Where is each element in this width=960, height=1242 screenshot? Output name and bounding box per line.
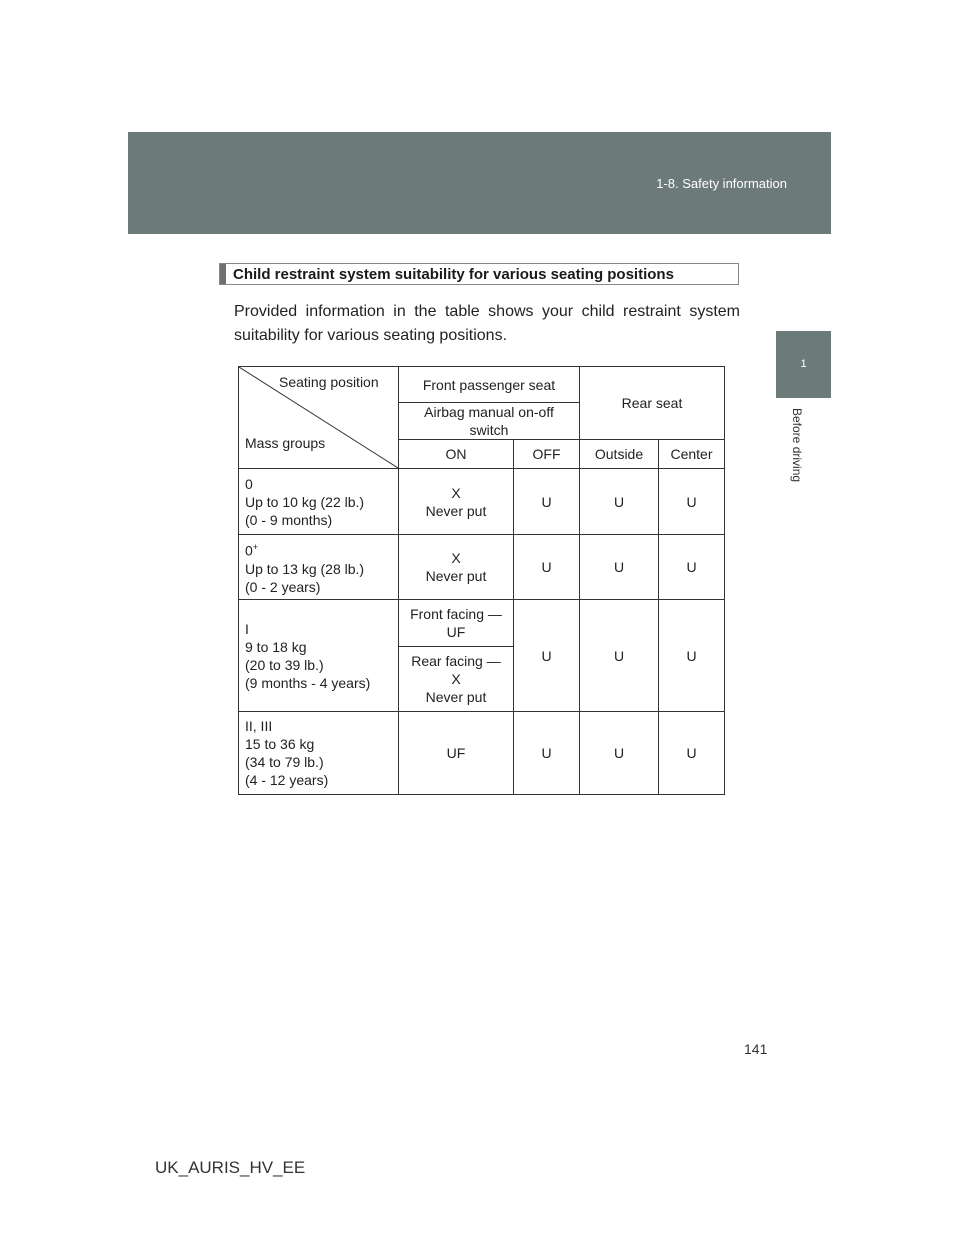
front-facing-value: UF: [446, 624, 466, 640]
mass-group-id: II, III: [245, 718, 273, 734]
mass-range: Up to 10 kg (22 lb.): [245, 493, 365, 510]
mass-range: Up to 13 kg (28 lb.): [245, 560, 365, 577]
front-passenger-seat-header: Front passenger seat: [399, 367, 580, 403]
mass-range-lb: (34 to 79 lb.): [245, 754, 324, 770]
front-on-value: X: [451, 550, 461, 566]
front-on-cell: UF: [399, 712, 514, 795]
airbag-switch-header: Airbag manual on-off switch: [399, 403, 580, 440]
age-range: (4 - 12 years): [245, 772, 329, 788]
mass-group-cell: [239, 469, 399, 535]
off-header: OFF: [514, 440, 580, 469]
center-cell: U: [659, 712, 725, 795]
mass-group-id: 0+: [245, 542, 259, 559]
suitability-table: [238, 366, 725, 795]
center-cell: U: [659, 600, 725, 712]
header-section-title: 1-8. Safety information: [656, 176, 787, 191]
center-cell: U: [659, 535, 725, 600]
seating-position-label: Seating position: [279, 374, 379, 390]
table-row: [239, 469, 725, 535]
header-band: [128, 132, 831, 234]
age-range: (0 - 9 months): [245, 511, 333, 528]
front-on-value: X: [451, 484, 461, 501]
center-cell: U: [659, 469, 725, 535]
chapter-number: 1: [800, 358, 807, 370]
mass-range-lb: (20 to 39 lb.): [245, 656, 324, 673]
mass-group-id: 0: [245, 475, 253, 492]
front-on-note: Never put: [425, 568, 487, 584]
front-on-cell: [399, 469, 514, 535]
rear-facing-cell: [399, 647, 514, 712]
chapter-label: Before driving: [790, 408, 804, 483]
section-heading-text: Child restraint system suitability for various seating positions: [233, 266, 674, 283]
mass-groups-label: Mass groups: [245, 435, 326, 451]
front-on-cell: [399, 535, 514, 600]
mass-group-cell: [239, 535, 399, 600]
intro-paragraph: Provided information in the table shows your child restraint system suitability for various seating positions.: [234, 303, 740, 344]
outside-header: Outside: [580, 440, 659, 469]
outside-cell: U: [580, 535, 659, 600]
rear-facing-value: X: [451, 671, 461, 687]
rear-facing-label: Rear facing —: [411, 653, 501, 669]
front-on-note: Never put: [425, 502, 487, 519]
chapter-tab: [776, 331, 831, 398]
mass-group-id: I: [245, 620, 249, 637]
rear-facing-note: Never put: [425, 689, 487, 705]
mass-group-cell: [239, 712, 399, 795]
off-cell: U: [514, 600, 580, 712]
page-number: 141: [744, 1041, 768, 1057]
off-cell: U: [514, 469, 580, 535]
age-range: (9 months - 4 years): [245, 674, 371, 691]
off-cell: U: [514, 535, 580, 600]
mass-range: 15 to 36 kg: [245, 736, 315, 752]
table-row: [239, 600, 725, 647]
outside-cell: U: [580, 712, 659, 795]
off-cell: U: [514, 712, 580, 795]
mass-range: 9 to 18 kg: [245, 638, 307, 655]
on-header: ON: [399, 440, 514, 469]
section-heading-bar: [220, 264, 226, 284]
rear-seat-header: Rear seat: [580, 367, 725, 440]
outside-cell: U: [580, 600, 659, 712]
age-range: (0 - 2 years): [245, 578, 321, 595]
corner-header-cell: [239, 367, 399, 469]
section-heading: [219, 263, 739, 285]
table-row: [239, 712, 725, 795]
mass-group-cell: [239, 600, 399, 712]
document-code: UK_AURIS_HV_EE: [155, 1158, 306, 1177]
front-facing-cell: [399, 600, 514, 647]
outside-cell: U: [580, 469, 659, 535]
table-row: [239, 535, 725, 600]
center-header: Center: [659, 440, 725, 469]
front-facing-label: Front facing —: [410, 606, 502, 622]
